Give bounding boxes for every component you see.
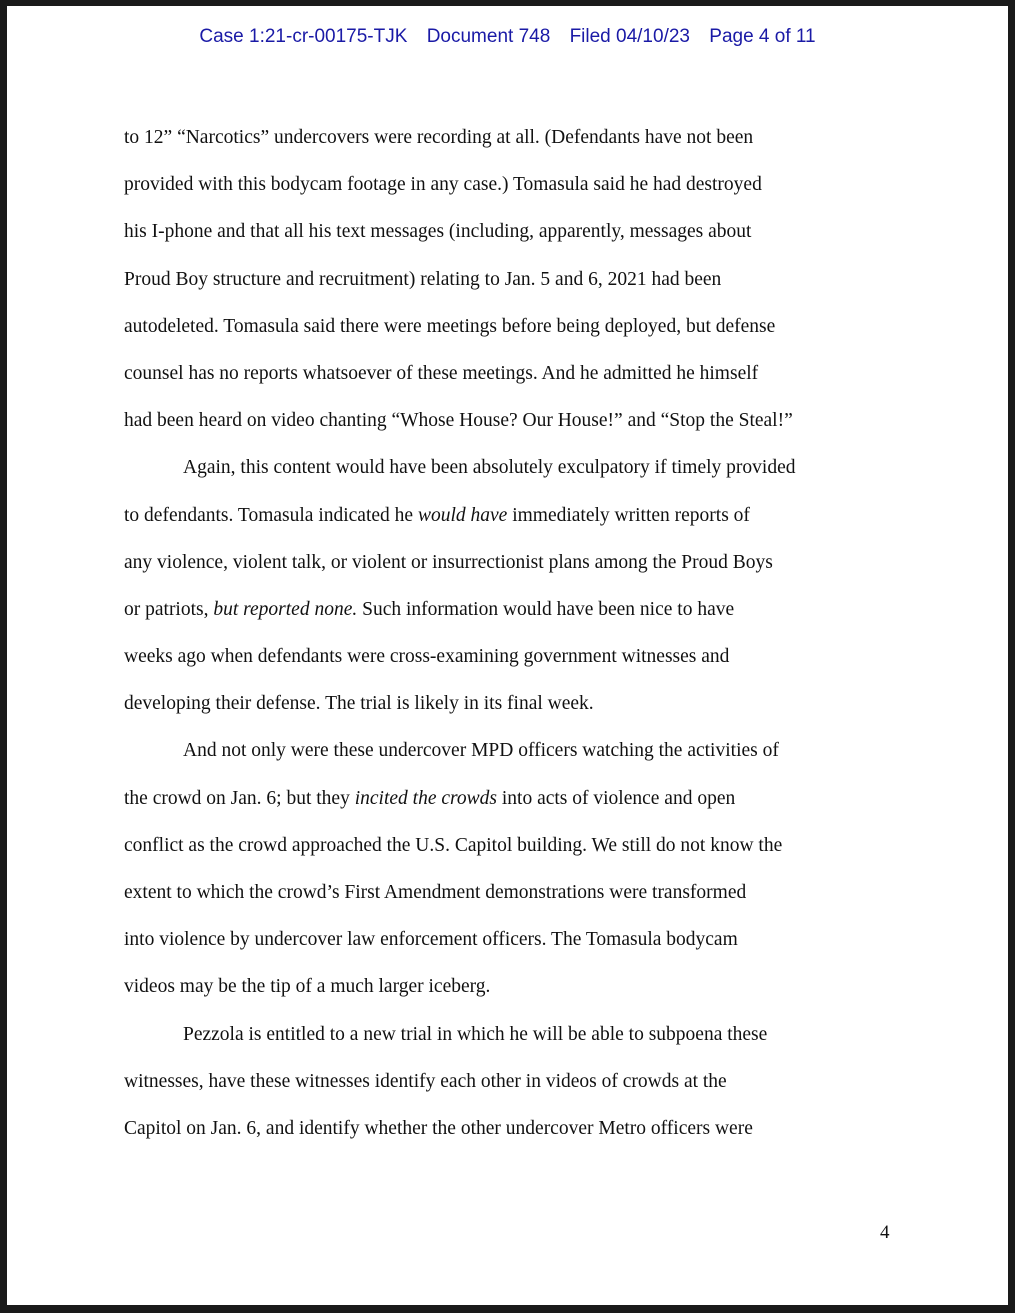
text-segment: the crowd on Jan. 6; but they (124, 787, 355, 809)
text-segment: to defendants. Tomasula indicated he (124, 504, 418, 526)
document-body (124, 119, 894, 1157)
text-line: weeks ago when defendants were cross-examining government witnesses and (124, 646, 730, 668)
italic-phrase: would have (417, 504, 508, 526)
text-segment: into acts of violence and open (496, 787, 736, 809)
text-line (124, 780, 894, 827)
text-line: had been heard on video chanting “Whose House? Our House!” and “Stop the Steal!” (124, 410, 793, 432)
text-line: videos may be the tip of a much larger iceberg. (124, 976, 491, 998)
italic-phrase: incited the crowds (354, 787, 497, 809)
text-line: provided with this bodycam footage in any case.) Tomasula said he had destroyed (124, 174, 762, 196)
text-line: conflict as the crowd approached the U.S. Capitol building. We still do not know the (124, 834, 783, 856)
paragraph-start-line: Again, this content would have been absolutely exculpatory if timely provided (183, 457, 796, 479)
paragraph-start-line: Pezzola is entitled to a new trial in which he will be able to subpoena these (183, 1023, 768, 1045)
text-segment: Such information would have been nice to have (357, 598, 735, 620)
italic-phrase: but reported none. (213, 598, 358, 620)
text-line: his I-phone and that all his text messages (including, apparently, messages about (124, 221, 752, 243)
text-segment: or patriots, (124, 598, 214, 620)
text-line: developing their defense. The trial is likely in its final week. (124, 693, 594, 715)
case-number: Case 1:21-cr-00175-TJK (199, 26, 408, 47)
text-line: counsel has no reports whatsoever of these meetings. And he admitted he himself (124, 362, 759, 384)
paragraph-start-line: And not only were these undercover MPD officers watching the activities of (183, 740, 779, 762)
document-page (7, 6, 1008, 1305)
text-line: extent to which the crowd’s First Amendment demonstrations were transformed (124, 882, 747, 903)
page-number: 4 (880, 1222, 890, 1243)
text-line: into violence by undercover law enforcement officers. The Tomasula bodycam (124, 929, 738, 951)
text-line: autodeleted. Tomasula said there were meetings before being deployed, but defense (124, 315, 776, 337)
page-indicator: Page 4 of 11 (709, 26, 816, 47)
text-line: Capitol on Jan. 6, and identify whether the other undercover Metro officers were (124, 1117, 753, 1139)
text-line: any violence, violent talk, or violent or insurrectionist plans among the Proud Boys (124, 551, 773, 573)
text-line (124, 497, 894, 544)
text-line (124, 591, 894, 638)
text-segment: immediately written reports of (507, 504, 750, 526)
text-line: to 12” “Narcotics” undercovers were recording at all. (Defendants have not been (124, 127, 754, 148)
court-filing-header (7, 26, 1008, 48)
filed-date: Filed 04/10/23 (569, 26, 690, 47)
document-number: Document 748 (426, 26, 551, 47)
text-line: Proud Boy structure and recruitment) relating to Jan. 5 and 6, 2021 had been (124, 268, 722, 290)
text-line: witnesses, have these witnesses identify each other in videos of crowds at the (124, 1070, 727, 1092)
